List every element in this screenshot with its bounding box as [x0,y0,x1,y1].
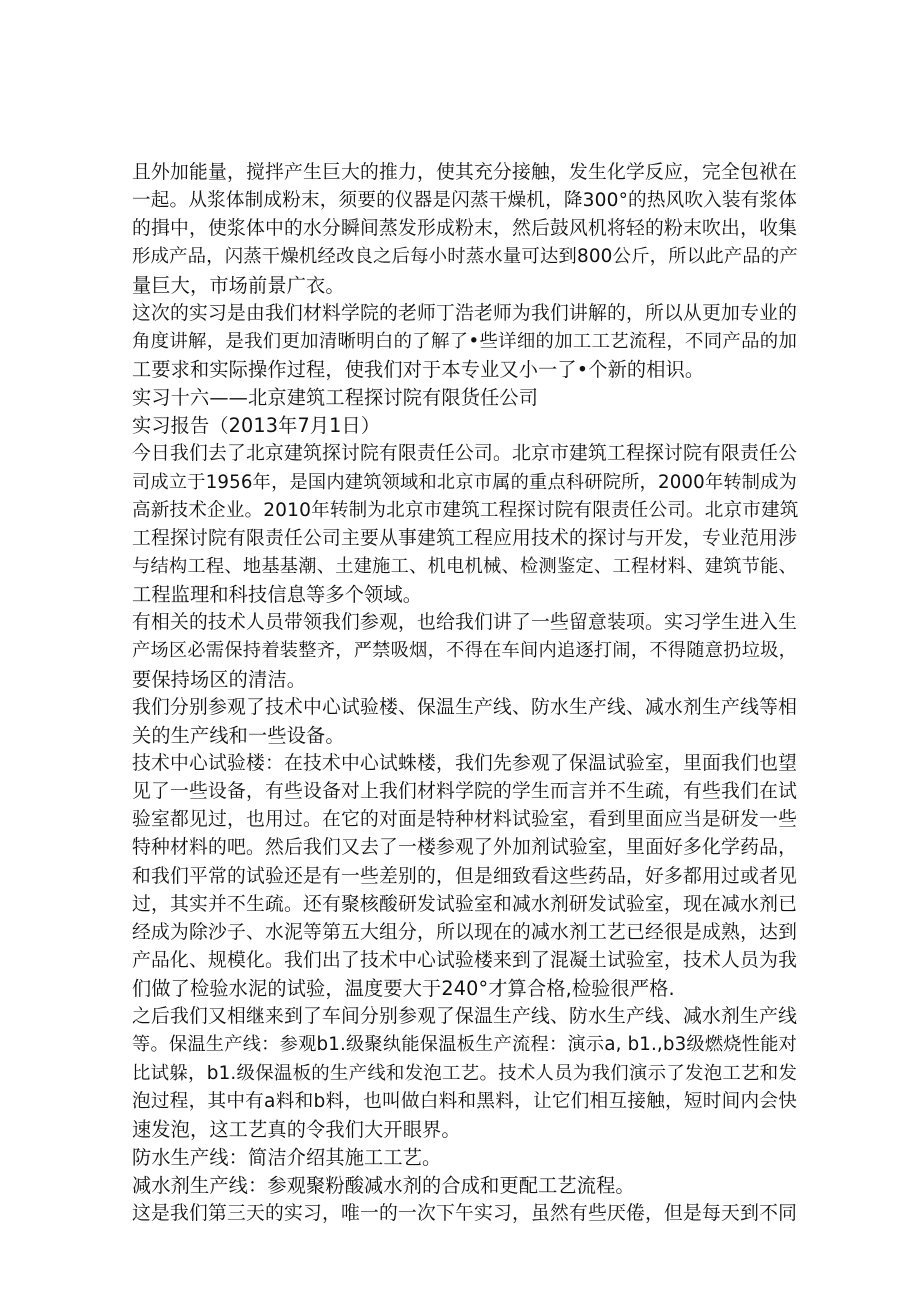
text-line: 高新技术企业。2010年转制为北京市建筑工程探讨院有限责任公司。北京市建筑 [132,499,799,521]
text-line: 司成立于1956年，是国内建筑领域和北京市属的重点科研院所，2000年转制成为 [132,471,797,493]
text-line: 量巨大，市场前景广衣。 [132,273,345,297]
text-line: 且外加能量，搅拌产生巨大的推力，使其充分接触，发生化学反应，完全包袱在 [132,162,797,183]
text-line: 工要求和实际操作过程，使我们对于本专业又小一了•个新的相识。 [132,357,705,381]
text-line: 这是我们第三天的实习，唯一的一次下午实习，虽然有些厌倦，但是每天到不同 [132,1203,797,1225]
text-line: 减水剂生产线：参观聚粉酸减水剂的合成和更配工艺流程。 [132,1174,635,1198]
text-line: 工程探讨院有限责任公司主要从事建筑工程应用技术的探讨与开发，专业范用涉 [132,527,797,549]
text-line: 产品化、规模化。我们出了技术中心试验楼来到了混凝土试验室，技术人员为我 [132,949,797,971]
body-text [132,159,797,1228]
text-line: 要保持场区的清洁。 [132,667,307,691]
text-line: 们做了检验水泥的试验，温度要大于240°才算合格,检验很严格. [132,977,675,1001]
text-line: 过，其实并不生疏。还有聚核酸研发试验室和减水剂研发试验室，现在减水剂已 [132,893,797,915]
text-line: 比试躲，b1.级保温板的生产线和发泡工艺。技术人员为我们演示了发泡工艺和发 [132,1062,797,1084]
text-line: 经成为除沙子、水泥等第五大组分，所以现在的减水剂工艺已经很是成熟，达到 [132,921,797,943]
text-line: 今日我们去了北京建筑探讨院有限责任公司。北京市建筑工程探讨院有限责任公 [132,443,797,465]
text-line: 有相关的技术人员带领我们参观，也给我们讲了一些留意装项。实习学生进入生 [132,612,797,634]
text-line: 角度讲解，是我们更加清晰明白的了解了•些详细的加工工艺流程，不同产品的加 [132,330,797,352]
text-line: 和我们平常的试验还是有一些差别的，但是细致看这些药品，好多都用过或者见 [132,865,797,887]
text-line: 工程监理和科技信息等多个领域。 [132,583,423,607]
text-line: 实习报告（2013年7月1日） [132,414,381,438]
text-line: 这次的实习是由我们材料学院的老师丁浩老师为我们讲解的，所以从更加专业的 [132,302,797,324]
text-line: 之后我们又相继来到了车间分别参观了保温生产线、防水生产线、减水剂生产线 [132,1006,797,1028]
text-line: 形成产品，闪蒸干燥机经改良之后每小时蒸水量可达到800公斤，所以此产品的产 [132,246,798,268]
text-line: 防水生产线：简洁介绍其施工工艺。 [132,1145,442,1169]
text-line: 关的生产线和一些设备。 [132,723,345,747]
text-line: 见了一些设备，有些设备对上我们材料学院的学生而言并不生疏，有些我们在试 [132,781,797,803]
text-line: 验室都见过，也用过。在它的对面是特种材料试验室，看到里面应当是研发一些 [132,809,797,831]
text-line: 的揖中，使浆体中的水分瞬间蒸发形成粉末，然后鼓风机将轻的粉末吹出，收集 [132,218,797,240]
text-line: 我们分别参观了技术中心试验楼、保温生产线、防水生产线、减水剂生产线等相 [132,696,797,718]
text-line: 与结构工程、地基基潮、土建施工、机电机械、检测鉴定、工程材料、建筑节能、 [132,555,797,577]
text-line: 特种材料的吧。然后我们又去了一楼参观了外加剂试验室，里面好多化学药品， [132,837,797,859]
text-line: 泡过程，其中有a料和b料，也叫做白料和黑料，让它们相互接触，短时间内会快 [132,1090,797,1112]
text-line: 实习十六——北京建筑工程探讨院有限货任公司 [132,386,539,410]
text-line: 产场区必需保持着装整齐，严禁吸烟，不得在车间内追逐打闹，不得随意扔垃圾， [132,640,797,662]
text-line: 等。保温生产线：参观b1.级聚纨能保温板生产流程：演示a, b1.,b3级燃烧性能对 [132,1034,797,1056]
text-line: 技术中心试验楼：在技术中心试蛛楼，我们先参观了保温试验室，里面我们也望 [132,752,797,774]
text-line: 速发泡，这工艺真的令我们大开眼界。 [132,1117,461,1141]
text-line: 一起。从浆体制成粉末，须要的仪器是闪蒸干燥机，降300°的热风吹入装有浆体 [132,190,797,212]
